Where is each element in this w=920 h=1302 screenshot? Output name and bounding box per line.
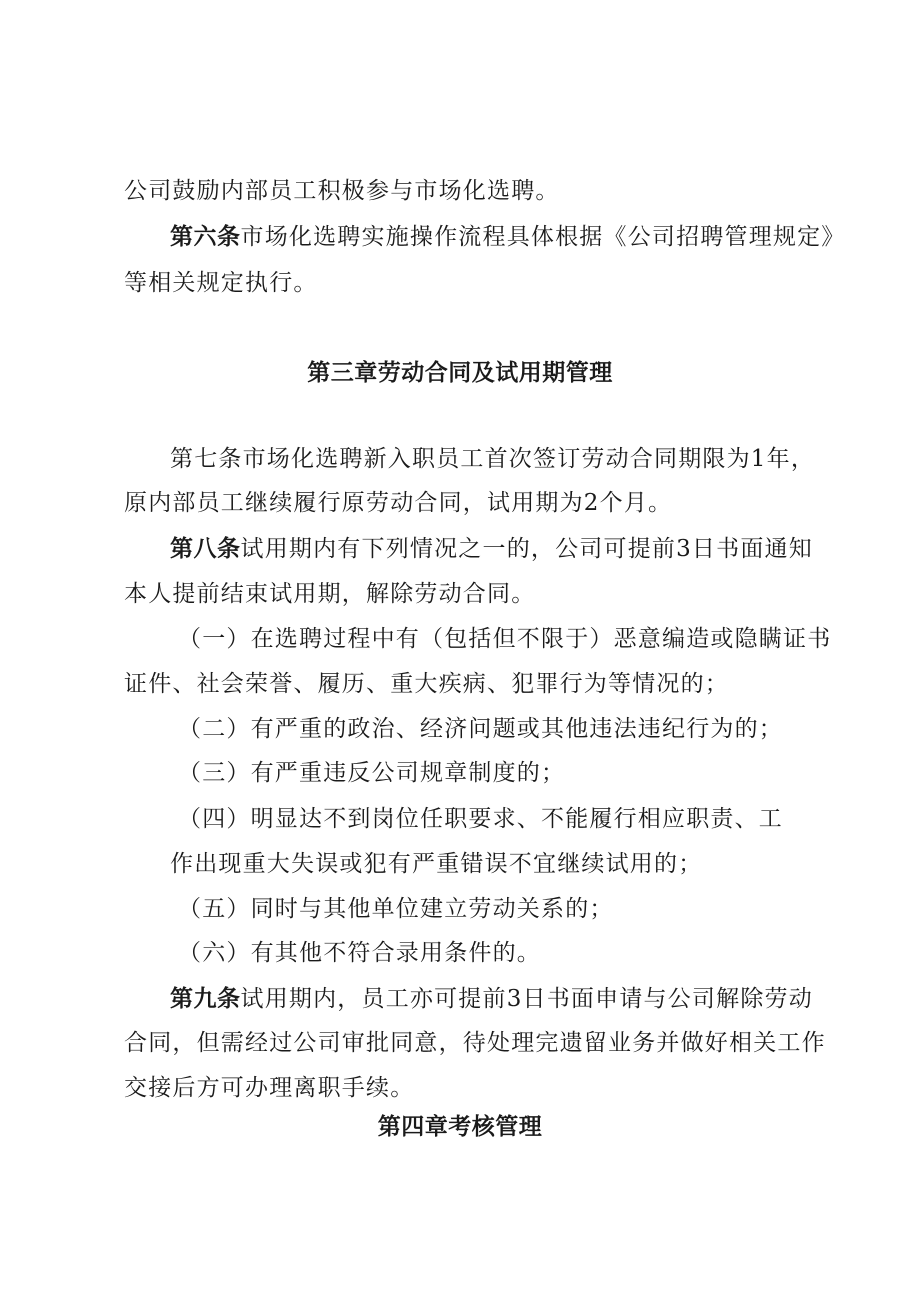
text-line: 证件、社会荣誉、履历、重大疾病、犯罪行为等情况的；: [124, 671, 729, 697]
text-line: 本人提前结束试用期，解除劳动合同。: [124, 581, 536, 607]
list-item: （四）明显达不到岗位任职要求、不能履行相应职责、工: [178, 806, 783, 832]
article-number: 第九条: [170, 986, 241, 1012]
article-9-paragraph: 第九条试用期内，员工亦可提前3日书面申请与公司解除劳动: [170, 986, 813, 1012]
article-number: 第六条: [170, 224, 241, 250]
article-6-paragraph: 第六条市场化选聘实施操作流程具体根据《公司招聘管理规定》: [170, 224, 846, 250]
chapter-heading: 第四章考核管理: [377, 1114, 543, 1140]
text-line: 作出现重大失误或犯有严重错误不宜继续试用的；: [170, 851, 703, 877]
text-line: 等相关规定执行。: [124, 270, 318, 296]
article-8-paragraph: 第八条试用期内有下列情况之一的，公司可提前3日书面通知: [170, 536, 813, 562]
text-line: 合同，但需经过公司审批同意，待处理完遗留业务并做好相关工作: [124, 1030, 826, 1056]
text-line: 公司鼓励内部员工积极参与市场化选聘。: [124, 178, 560, 204]
list-item: （六）有其他不符合录用条件的。: [178, 940, 541, 966]
list-item: （三）有严重违反公司规章制度的；: [178, 760, 566, 786]
list-item: （一）在选聘过程中有（包括但不限于）恶意编造或隐瞒证书: [178, 626, 832, 652]
list-item: （五）同时与其他单位建立劳动关系的；: [178, 896, 614, 922]
chapter-heading: 第三章劳动合同及试用期管理: [307, 360, 613, 386]
article-number: 第八条: [170, 536, 241, 562]
text-line: 交接后方可办理离职手续。: [124, 1075, 415, 1101]
text-line: 原内部员工继续履行原劳动合同，试用期为2个月。: [124, 490, 673, 516]
article-7-paragraph: 第七条市场化选聘新入职员工首次签订劳动合同期限为1年，: [170, 446, 816, 472]
article-number: 第七条: [170, 446, 243, 472]
list-item: （二）有严重的政治、经济问题或其他违法违纪行为的；: [178, 716, 783, 742]
